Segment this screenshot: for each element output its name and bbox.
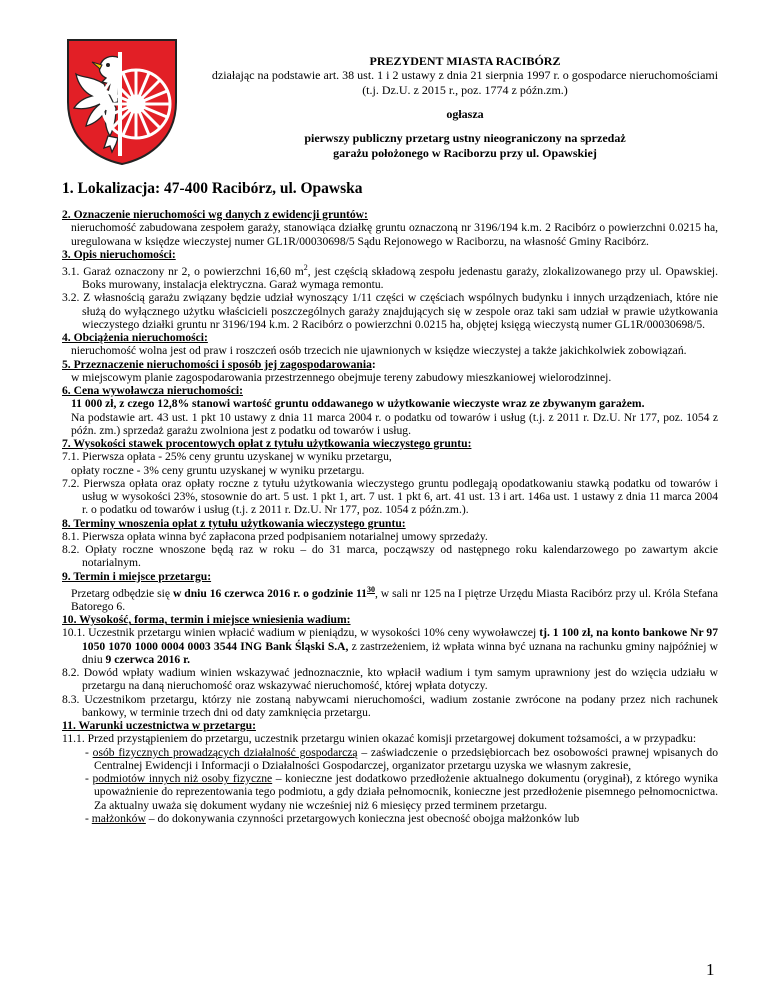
section-6-heading: 6. Cena wywoławcza nieruchomości: bbox=[62, 384, 243, 398]
section-7-heading: 7. Wysokości stawek procentowych opłat z tytułu użytkowania wieczystego gruntu: bbox=[62, 437, 472, 451]
condition-other-entities: - podmiotów innych niż osoby fizyczne – konieczne jest dodatkowo przedłożenie aktualnego dokumentu (oryginał), z którego wynika upoważnienie do reprezentowania tego podmiotu, a gdy działa pełnomocnik, konieczne jest przedłożenie pisemnego pełnomocnictwa. Za aktualny uważa się dokument wydany nie wcześniej niż 6 miesięcy przed terminem przetargu. bbox=[85, 772, 718, 812]
section-7-1: 7.1. Pierwsza opłata - 25% ceny gruntu uzyskanej w wyniku przetargu, bbox=[62, 450, 392, 464]
tender-description bbox=[210, 131, 720, 161]
document-title: PREZYDENT MIASTA RACIBÓRZ bbox=[369, 54, 561, 68]
section-11-1: 11.1. Przed przystąpieniem do przetargu, uczestnik przetargu winien okazać komisji przetargowej dokument tożsamości, a w przypadku: bbox=[62, 732, 697, 746]
section-10-3: 8.3. Uczestnikom przetargu, którzy nie zostaną nabywcami nieruchomości, wadium zostanie zwrócone na podany przez nich rachunek bankowy, w terminie trzech dni od daty zamknięcia przetargu. bbox=[62, 692, 718, 719]
section-8-1: 8.1. Pierwsza opłata winna być zapłacona przed podpisaniem notarialnej umowy sprzedaży. bbox=[62, 529, 488, 543]
announces-label: ogłasza bbox=[446, 107, 484, 121]
section-7-2: 7.2. Pierwsza opłata oraz opłaty roczne z tytułu użytkowania wieczystego gruntu podlegają opodatkowaniu stawką podatku od towarów i usług w wysokości 23%, stosownie do art. 5 ust. 1 pkt 1, art. 7 ust. 1 pkt 6, art. 41 ust. 13 i art. 146a ust. 1 ustawy z dnia 11 marca 2004 r. o podatku od towarów i usług (t.j. z 2011 r. Dz.U. Nr 177, poz. 1054 z późn.zm.). bbox=[62, 476, 718, 517]
location-heading: 1. Lokalizacja: 47-400 Racibórz, ul. Opawska bbox=[62, 180, 363, 197]
section-5-heading: 5. Przeznaczenie nieruchomości i sposób jej zagospodarowania: bbox=[62, 357, 376, 371]
section-3-heading: 3. Opis nieruchomości: bbox=[62, 247, 176, 261]
document-body bbox=[62, 208, 718, 825]
section-3-2: 3.2. Z własnością garażu związany będzie udział wynoszący 1/11 części w częściach wspólnych budynku i innych urządzeniach, które nie służą do wyłącznego użytku właścicieli poszczególnych garaży znajdujących się w zespole oraz taki sam udział w prawie użytkowania wieczystego działki gruntu nr 3196/194 k.m. 2 Racibórz o powierzchni 0.0215 ha, objętej księgą wieczystą numer GL1R/00030698/5. bbox=[62, 291, 718, 331]
section-10-2: 8.2. Dowód wpłaty wadium winien wskazywać jednoznacznie, kto wpłacił wadium i tym samym uprawniony jest do wzięcia udziału w przetargu na daną nieruchomość oraz wskazywać nieruchomość, której wpłata dotyczy. bbox=[62, 666, 718, 693]
section-6-text: Na podstawie art. 43 ust. 1 pkt 10 ustawy z dnia 11 marca 2004 r. o podatku od towarów i usług (t.j. z 2011 r. Dz.U. Nr 177, poz. 1054 z późn. zm.) sprzedaż garażu zwolniona jest z podatku od towarów i usług. bbox=[71, 410, 718, 437]
starting-price: 11 000 zł, z czego 12,8% stanowi wartość gruntu oddawanego w użytkowanie wieczyste wraz ze zbywanym garażem. bbox=[71, 397, 645, 411]
legal-basis: działając na podstawie art. 38 ust. 1 i 2 ustawy z dnia 21 sierpnia 1997 r. o gospodarce nieruchomościami (t.j. Dz.U. z 2015 r., poz. 1774 z późn.zm.) bbox=[211, 68, 719, 97]
section-5-text: w miejscowym planie zagospodarowania przestrzennego obejmuje tereny zabudowy mieszkaniowej wielorodzinnej. bbox=[71, 370, 612, 384]
section-3-1: 3.1. Garaż oznaczony nr 2, o powierzchni 16,60 $m^2$, jest częścią składową zespołu jedenastu garaży, zlokalizowanego przy ul. Opawskiej. Boks murowany, instalacja elektryczna. Garaż wymaga remontu. bbox=[62, 263, 719, 292]
city-coat-of-arms bbox=[62, 38, 182, 166]
condition-spouses: - małżonków – do dokonywania czynności przetargowych konieczna jest obecność obojga małżonków lub bbox=[85, 811, 580, 825]
section-2-heading: 2. Oznaczenie nieruchomości wg danych z ewidencji gruntów: bbox=[62, 208, 368, 221]
section-9-text: Przetarg odbędzie się w dniu 16 czerwca 2016 r. o godzinie $11^{30}$, w sali nr 125 na I piętrze Urzędu Miasta Racibórz przy ul. Króla Stefana Batorego 6. bbox=[71, 584, 718, 613]
section-10-1: 10.1. Uczestnik przetargu winien wpłacić wadium w pieniądzu, w wysokości 10% ceny wywoławczej tj. 1 100 zł, na konto bankowe Nr 97 1050 1070 1000 0004 0003 3544 ING Bank Śląski S.A, z zastrzeżeniem, iż wpłata winna być uznana na rachunku gminy najpóźniej w dniu 9 czerwca 2016 r. bbox=[62, 626, 719, 666]
section-9-heading: 9. Termin i miejsce przetargu: bbox=[62, 569, 212, 583]
page-number: 1 bbox=[706, 960, 715, 979]
section-4-text: nieruchomość wolna jest od praw i roszczeń osób trzecich nie ujawnionych w księdze wieczystej a także jakichkolwiek zobowiązań. bbox=[71, 344, 687, 358]
section-10-heading: 10. Wysokość, forma, termin i miejsce wniesienia wadium: bbox=[62, 613, 351, 627]
section-8-2: 8.2. Opłaty roczne wnoszone będą raz w roku – do 31 marca, począwszy od następnego roku kalendarzowego po zawartym akcie notarialnym. bbox=[62, 543, 718, 570]
section-8-heading: 8. Terminy wnoszenia opłat z tytułu użytkowania wieczystego gruntu: bbox=[62, 516, 406, 530]
condition-natural-persons: - osób fizycznych prowadzących działalność gospodarczą – zaświadczenie o przedsiębiorcach bez osobowości prawnej wpisanych do Centralnej Ewidencji i Informacji o Działalności Gospodarczej, organizator przetargu uzyska we własnym zakresie, bbox=[85, 745, 718, 772]
section-2-text: nieruchomość zabudowana zespołem garaży, stanowiąca działkę gruntu oznaczoną nr 3196/194 k.m. 2 Racibórz o powierzchni 0.0215 ha, uregulowana w księdze wieczystej numer GL1R/00030698/5 Sądu Rejonowego w Raciborzu, na własność Gminy Racibórz. bbox=[71, 221, 718, 248]
tender-line-1: pierwszy publiczny przetarg ustny nieograniczony na sprzedaż bbox=[304, 131, 626, 145]
section-11-heading: 11. Warunki uczestnictwa w przetargu: bbox=[62, 719, 256, 733]
tender-line-2: garażu położonego w Raciborzu przy ul. Opawskiej bbox=[333, 146, 597, 160]
section-7-1b: opłaty roczne - 3% ceny gruntu uzyskanej w wyniku przetargu. bbox=[71, 463, 365, 477]
section-4-heading: 4. Obciążenia nieruchomości: bbox=[62, 331, 208, 345]
